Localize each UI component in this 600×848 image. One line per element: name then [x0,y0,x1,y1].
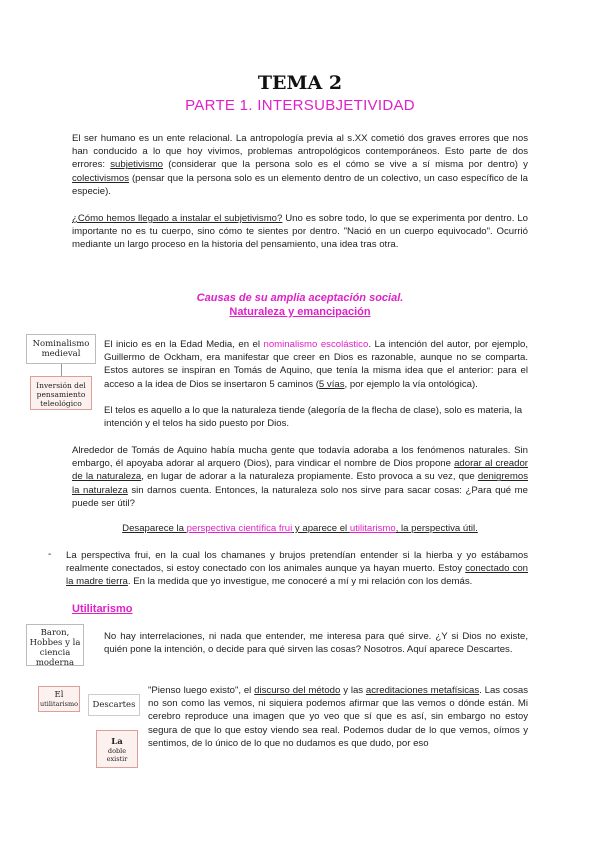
box-el-utilitarismo [38,686,80,712]
box-el-subtitle: utilitarismo [39,700,79,708]
utilitarismo-paragraph-1: No hay interrelaciones, ni nada que entender, me interesa para qué sirve. ¿Y si Dios no existe, quién pone la intención, o decide para qué sirven las cosas? Nosotros. Aquí aparece Descartes. [104,631,528,656]
intro-text-2: (considerar que la persona solo es el cómo se vive a sí misma por dentro) y [163,159,528,171]
box-el-title: El [54,690,64,700]
desaparece-text-1: Desaparece la [122,523,187,534]
page-subtitle: PARTE 1. INTERSUBJETIVIDAD [185,97,415,114]
question-text: ¿Cómo hemos llegado a instalar el subjetivismo? [72,213,283,224]
intro-paragraph [72,132,528,198]
medieval-text-1: El inicio es en la Edad Media, en el [104,339,264,350]
term-colectivismos: colectivismos [72,172,130,184]
medieval-text-2: . La intención del autor, por ejemplo, Guillermo de Ockham, era manifestar que creer en Dios es razonable, aunque no se comparta. Estos autores se inspiran en Tomás de Aquino, que tenía la misma idea que el anterior: para el acceso a la idea de Dios se insertaron 5 caminos ( [104,339,528,390]
term-adorar: adorar al creador de la naturaleza [72,458,528,483]
box-la-doble [96,730,138,768]
bullet-text-2: . En la medida que yo investigue, me conoceré a mí y mi relación con los demás. [127,576,473,588]
intro-text-3: (pensar que la persona solo es un elemento dentro de un colectivo, un caso específico de la especie). [72,172,528,197]
box-la-title: La [111,737,123,747]
utilitarismo-paragraph-2 [148,684,528,750]
desaparece-text-3: , la perspectiva útil. [395,523,478,534]
question-rest: Uno es sobre todo, lo que se experimenta por dentro. Lo importante no es tu cuerpo, sino cómo te sientes por dentro. "Nació en un cuerpo equivocado". Ocurrió mediante un largo proceso en la historia del pensamiento, una idea tras otra. [72,213,528,251]
medieval-text-3: , por ejemplo la vía ontológica). [344,378,478,390]
causes-subheading: Naturaleza y emancipación [229,306,371,318]
connector-line [61,364,62,376]
box-inversion: Inversión del pensamiento teleológico [30,376,92,410]
aquino-text-2: , en lugar de adorar a la naturaleza propiamente. Esto provoca a su vez, que [141,471,478,483]
aquino-text-3: sin darnos cuenta. Entonces, la naturaleza solo nos sirve para sacar cosas: ¿Para qué me puede ser útil? [72,484,529,509]
causes-heading: Causas de su amplia aceptación social. [196,292,404,304]
medieval-paragraph [104,338,528,391]
term-acreditaciones: acreditaciones metafísicas [365,685,480,696]
bullet-dash: - [48,549,52,560]
telos-paragraph: El telos es aquello a lo que la naturaleza tiende (alegoría de la flecha de clase), solo es materia, la intención y el telos ha sido puesto por Dios. [104,405,523,430]
bullet-paragraph [66,549,528,589]
box-descartes: Descartes [88,694,140,716]
page-title: TEMA 2 [257,72,343,94]
desaparece-text-2: y aparece el [292,523,350,534]
aquino-paragraph [72,444,528,510]
descartes-text-1: "Pienso luego existo", el [148,685,255,696]
term-frui: perspectiva científica frui [186,523,293,534]
descartes-text-2: y las [340,685,366,696]
bullet-text-1: La perspectiva frui, en la cual los chamanes y brujos pretendían entender si la hierba y yo estábamos realmente conectados, si estoy conectado con los animales aunque ya hayan muerto. Estoy [66,550,528,575]
intro-text-1: El ser humano es un ente relacional. La antropología previa al s.XX cometió dos graves errores que nos han conducido a lo que hoy vivimos, problemas antropológicos contemporáneos. Esto parte de dos errores: [72,133,528,171]
term-discurso: discurso del método [254,685,341,696]
term-nominalismo: nominalismo escolástico [263,339,369,350]
term-conectado: conectado con la madre tierra [66,563,529,588]
box-la-subtitle: doble existir [106,747,128,763]
utilitarismo-heading: Utilitarismo [72,603,133,615]
term-vias: 5 vías [318,378,345,390]
box-baron: Baron, Hobbes y la ciencia moderna [26,624,84,666]
question-paragraph [72,212,528,252]
desaparece-line [0,522,600,535]
aquino-text-1: Alrededor de Tomás de Aquino había mucha gente que todavía adoraba a los fenómenos naturales. Sin embargo, él apoyaba adorar al arquero (Dios), para vindicar el nombre de Dios propone [72,445,528,470]
term-subjetivismo: subjetivismo [110,159,164,171]
descartes-text-3: . Las cosas no son como las vemos, ni siquiera podemos afirmar que las vemos o dónde están. Mi cerebro reproduce una imagen que yo veo que sí que es así, sin embargo no estoy segura de que lo que estoy viendo sea real. Podemos dudar de lo que vemos, oímos y sentimos, de lo único de lo que no dudamos es que dudo, por eso [148,685,529,749]
term-denigremos: denigremos la naturaleza [72,471,528,496]
box-nominalismo: Nominalismo medieval [26,334,96,364]
term-utilitarismo: utilitarismo [349,523,396,534]
